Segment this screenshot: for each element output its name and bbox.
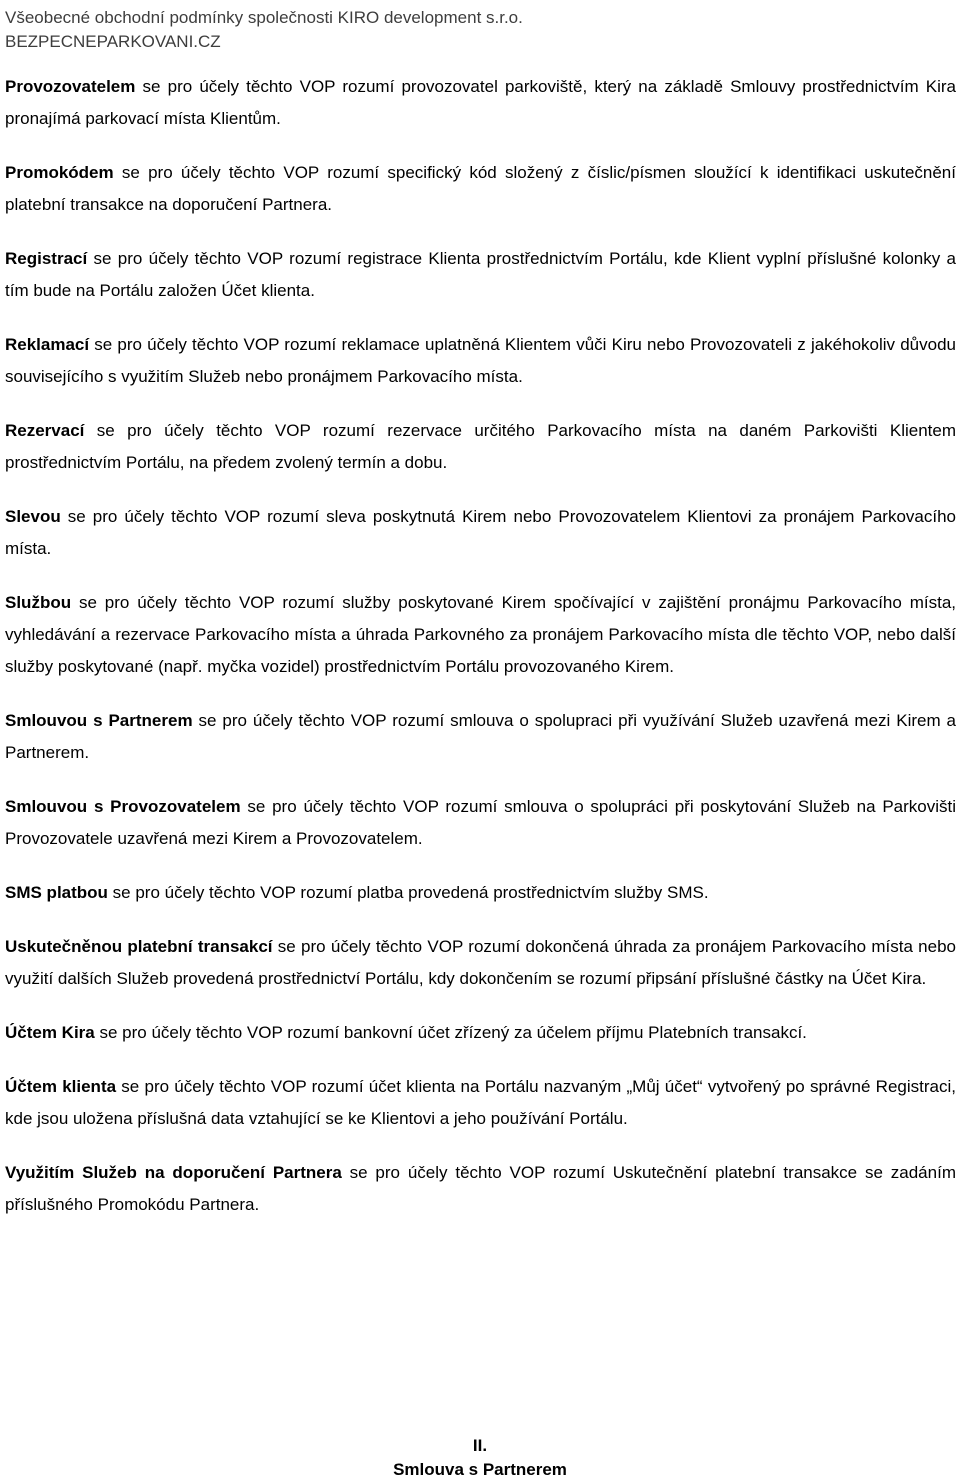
definition-term: Službou: [5, 593, 72, 612]
definition-paragraph: [5, 705, 956, 769]
section-number: II.: [472, 1436, 488, 1455]
definition-term: Registrací: [5, 249, 88, 268]
header-company-line: Všeobecné obchodní podmínky společnosti KIRO development s.r.o.: [5, 8, 523, 27]
definition-paragraph: [5, 791, 956, 855]
header-site-line: BEZPECNEPARKOVANI.CZ: [5, 32, 221, 51]
definition-term: Promokódem: [5, 163, 114, 182]
definition-paragraph: [5, 1157, 956, 1221]
definition-paragraph: [5, 157, 956, 221]
definition-text: se pro účely těchto VOP rozumí služby poskytované Kirem spočívající v zajištění pronájmu Parkovacího místa, vyhledávání a rezervace Parkovacího místa a úhrada Parkovného za pronájem Parkovacího místa dle těchto VOP, nebo další služby poskytované (např. myčka vozidel) prostřednictvím Portálu provozovaného Kirem.: [5, 593, 956, 676]
definition-term: Využitím Služeb na doporučení Partnera: [5, 1163, 342, 1182]
definition-term: Rezervací: [5, 421, 85, 440]
definition-text: se pro účely těchto VOP rozumí účet klienta na Portálu nazvaným „Můj účet“ vytvořený po správné Registraci, kde jsou uložena příslušná data vztahující se ke Klientovi a jeho používání Portálu.: [5, 1077, 956, 1128]
definition-text: se pro účely těchto VOP rozumí registrace Klienta prostřednictvím Portálu, kde Klient vyplní příslušné kolonky a tím bude na Portálu založen Účet klienta.: [5, 249, 956, 300]
definition-text: se pro účely těchto VOP rozumí rezervace určitého Parkovacího místa na daném Parkovišti Klientem prostřednictvím Portálu, na předem zvolený termín a dobu.: [5, 421, 956, 472]
definition-paragraph: [5, 1017, 956, 1049]
section-title: Smlouva s Partnerem: [393, 1460, 567, 1479]
definition-paragraph: [5, 243, 956, 307]
definition-text: se pro účely těchto VOP rozumí reklamace uplatněná Klientem vůči Kiru nebo Provozovateli z jakéhokoliv důvodu souvisejícího s využitím Služeb nebo pronájmem Parkovacího místa.: [5, 335, 956, 386]
definition-text: se pro účely těchto VOP rozumí provozovatel parkoviště, který na základě Smlouvy prostřednictvím Kira pronajímá parkovací místa Klientům.: [5, 77, 956, 128]
section-heading: [0, 1434, 960, 1482]
definition-term: SMS platbou: [5, 883, 108, 902]
definition-paragraph: [5, 501, 956, 565]
definition-text: se pro účely těchto VOP rozumí dokončená úhrada za pronájem Parkovacího místa nebo využití dalších Služeb provedená prostřednictví Portálu, kdy dokončením se rozumí připsání příslušné částky na Účet Kira.: [5, 937, 956, 988]
definition-paragraph: [5, 587, 956, 683]
definition-paragraph: [5, 931, 956, 995]
document-header: [5, 6, 956, 54]
definition-text: se pro účely těchto VOP rozumí smlouva o spolupráci při poskytování Služeb na Parkovišti Provozovatele uzavřená mezi Kirem a Provozovatelem.: [5, 797, 957, 848]
definitions-list: [5, 71, 956, 1221]
definition-term: Účtem klienta: [5, 1077, 117, 1096]
definition-text: se pro účely těchto VOP rozumí bankovní účet zřízený za účelem příjmu Platebních transakcí.: [94, 1023, 807, 1042]
definition-term: Uskutečněnou platební transakcí: [5, 937, 273, 956]
definition-paragraph: [5, 71, 956, 135]
definition-term: Smlouvou s Partnerem: [5, 711, 193, 730]
definition-paragraph: [5, 1071, 956, 1135]
definition-term: Slevou: [5, 507, 61, 526]
definition-paragraph: [5, 877, 956, 909]
definition-text: se pro účely těchto VOP rozumí platba provedená prostřednictvím služby SMS.: [107, 883, 709, 902]
definition-text: se pro účely těchto VOP rozumí specifický kód složený z číslic/písmen sloužící k identifikaci uskutečnění platební transakce na doporučení Partnera.: [5, 163, 956, 214]
definition-paragraph: [5, 415, 956, 479]
definition-term: Smlouvou s Provozovatelem: [5, 797, 241, 816]
definition-term: Reklamací: [5, 335, 90, 354]
definition-text: se pro účely těchto VOP rozumí smlouva o spolupraci při využívání Služeb uzavřená mezi Kirem a Partnerem.: [5, 711, 956, 762]
definition-text: se pro účely těchto VOP rozumí Uskutečnění platební transakce se zadáním příslušného Promokódu Partnera.: [5, 1163, 956, 1214]
definition-term: Účtem Kira: [5, 1023, 95, 1042]
document-page: [5, 0, 956, 1221]
definition-paragraph: [5, 329, 956, 393]
definition-term: Provozovatelem: [5, 77, 136, 96]
definition-text: se pro účely těchto VOP rozumí sleva poskytnutá Kirem nebo Provozovatelem Klientovi za pronájem Parkovacího místa.: [5, 507, 956, 558]
